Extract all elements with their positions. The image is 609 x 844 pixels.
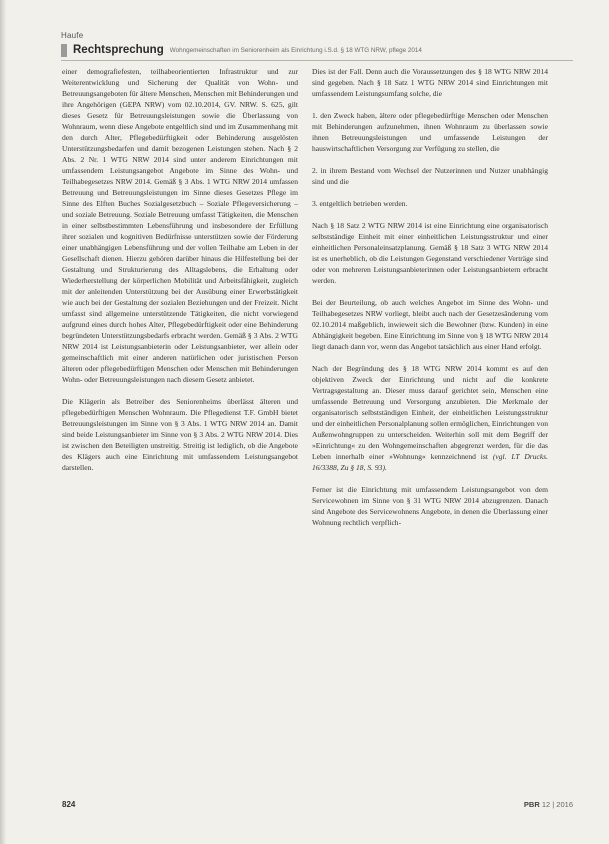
list-item: 3. entgeltlich betrieben werden.: [312, 199, 408, 208]
paragraph: Nach § 18 Satz 2 WTG NRW 2014 ist eine Einrichtung eine organisatorisch selbstständige Einheit mit einer einheitlichen Leistungsstruktur und einer einheitlichen Personaleinsatzplanung. Gemäß § 18 Satz 3 WTG NRW 2014 ist es unerheblich, ob die Leistungen Gegenstand verschiedener Verträge sind oder von mehreren Leistungsanbieterinnen oder Leistungsanbietern erbracht werden.: [312, 221, 548, 285]
list-item: 1. den Zweck haben, ältere oder pflegebedürftige Menschen oder Menschen mit Behinderungen aufzunehmen, ihnen Wohnraum zu überlassen sowie ihnen Betreuungsleistungen und umfassende Leistungen der hauswirtschaftlichen Versorgung zur Verfügung zu stellen, die: [312, 111, 548, 153]
issue-number: 12 | 2016: [541, 800, 573, 809]
list-item: 2. in ihrem Bestand vom Wechsel der Nutzerinnen und Nutzer unabhängig sind und die: [312, 166, 548, 186]
paragraph: Bei der Beurteilung, ob auch welches Angebot im Sinne des Wohn- und Teilhabegesetzes NRW vorliegt, bleibt auch nach der Gesetzesänderung vom 02.10.2014 maßgeblich, inwieweit sich die Bewohner (bzw. Kunden) in eine Abhängigkeit begeben. Eine Einrichtung im Sinne von § 18 WTG NRW 2014 liegt danach dann vor, wenn das Angebot tatsächlich aus einer Hand erfolgt.: [312, 298, 548, 351]
journal-label: PBR: [523, 800, 540, 809]
paragraph-text: Nach der Begründung des § 18 WTG NRW 2014 kommt es auf den objektiven Zweck der Einrichtung und nicht auf die konkrete Vertragsgestaltung an. Dieser muss darauf gerichtet sein, Menschen eine umfassende Betreuung und Versorgung anzubieten. Die Merkmale der organisatorisch selbstständigen Einheit, der einheitlichen Leistungsstruktur und der einheitlichen Personalplanung sollen ermöglichen, Einrichtungen von Außenwohngruppen zu unterscheiden. Weiterhin soll mit dem Begriff der »Einrichtung« zu den Wohngemeinschaften abgegrenzt werden, für die das Leben innerhalb einer »Wohnung« kennzeichnend ist: [312, 364, 548, 461]
header-subtitle: Wohngemeinschaften im Seniorenheim als Einrichtung i.S.d. § 18 WTG NRW, pflege 2014: [169, 46, 422, 54]
header-divider: [61, 60, 573, 61]
citation: (vgl. LT Drucks. 16/3388, Zu § 18, S. 93).: [312, 452, 549, 472]
page-number: 824: [62, 800, 76, 809]
right-column: [312, 66, 548, 528]
page-edge-shadow: [0, 0, 6, 844]
running-header: [61, 42, 571, 58]
paragraph: einer demografiefesten, teilhabeorientierten Infrastruktur und zur Weiterentwicklung und Sicherung der Qualität von Wohn- und Betreuungsangeboten für ältere Menschen, Menschen mit Behinderungen und ihre Angehörigen (GEPA NRW) vom 02.10.2014, GV. NRW. S. 625, gilt dieses Gesetz für Betreuungsleistungen sowie die Überlassung von Wohnraum, wenn diese Angebote entgeltlich sind und im Zusammenhang mit den durch Alter, Pflegebedürftigkeit oder Behinderung ausgelösten Unterstützungsbedarfen und damit bezogenen Leistungen stehen. Nach § 2 Abs. 2 Nr. 1 WTG NRW 2014 sind unter anderem Einrichtungen mit umfassendem Leistungsangebot Angebote im Sinne des Wohn- und Teilhabegesetzes NRW 2014. Gemäß § 3 Abs. 1 WTG NRW 2014 umfassen Betreuung und Betreuungsleistungen im Sinne dieses Gesetzes Pflege im Sinne des Elften Buches Sozialgesetzbuch – Soziale Pflegeversicherung – und soziale Betreuung. Soziale Betreuung umfasst Tätigkeiten, die Menschen in einer selbstbestimmten Lebensführung und insbesondere der Erfüllung ihrer sozialen und kognitiven Bedürfnisse unterstützen sowie der Förderung einer unabhängigen Lebensführung und der vollen Teilhabe am Leben in der Gesellschaft dienen. Hierzu gehören darüber hinaus die Hilfestellung bei der Gestaltung und Strukturierung des Alltagslebens, die Erhaltung oder Wiederherstellung der körperlichen Mobilität und Arbeitsfähigkeit, zugleich mit der anleitenden Unterstützung bei der Ausübung einer Erwerbstätigkeit wie auch bei der Gestaltung der sozialen Beziehungen und der Freizeit. Nicht umfasst sind allgemeine unterstützende Tätigkeiten, die nicht vorwiegend aufgrund eines durch hohes Alter, Pflegebedürftigkeit oder eine Behinderung begründeten Unterstützungsbedarfs erbracht werden. Gemäß § 3 Abs. 2 WTG NRW 2014 ist Leistungsanbieterin oder Leistungsanbieter, wer allein oder gemeinschaftlich mit einer anderen natürlichen oder juristischen Person älteren oder pflegebedürftigen Menschen oder Menschen mit Behinderungen Wohn- oder Betreuungsleistungen nach diesem Gesetz anbietet.: [62, 67, 298, 384]
paragraph: Dies ist der Fall. Denn auch die Voraussetzungen des § 18 WTG NRW 2014 sind gegeben. Nach § 18 Satz 1 WTG NRW 2014 sind Einrichtungen mit umfassendem Leistungsumfang solche, die: [312, 67, 548, 98]
publisher-brand: Haufe: [61, 31, 84, 40]
paragraph: Ferner ist die Einrichtung mit umfassendem Leistungsangebot von dem Servicewohnen im Sinne von § 31 WTG NRW 2014 abzugrenzen. Danach sind Angebote des Servicewohnens Angebote, in denen die Überlassung einer Wohnung rechtlich verpflich-: [312, 485, 548, 527]
paragraph: [312, 363, 548, 473]
section-title: Rechtsprechung: [73, 44, 164, 56]
header-marker: [61, 44, 67, 57]
left-column: [62, 66, 298, 473]
paragraph: Die Klägerin als Betreiber des Seniorenheims überlässt älteren und pflegebedürftigen Menschen Wohnraum. Die Pflegedienst T.F. GmbH bietet Betreuungsleistungen im Sinne von § 3 Abs. 1 WTG NRW 2014 an. Damit sind beide Leistungsanbieter im Sinne von § 3 Abs. 2 WTG NRW 2014. Dies ist zwischen den Beteiligten unstreitig. Streitig ist lediglich, ob die Angebote des Klägers auch eine Einrichtung mit umfassendem Leistungsangebot darstellen.: [62, 397, 298, 472]
issue-info: [524, 800, 573, 809]
